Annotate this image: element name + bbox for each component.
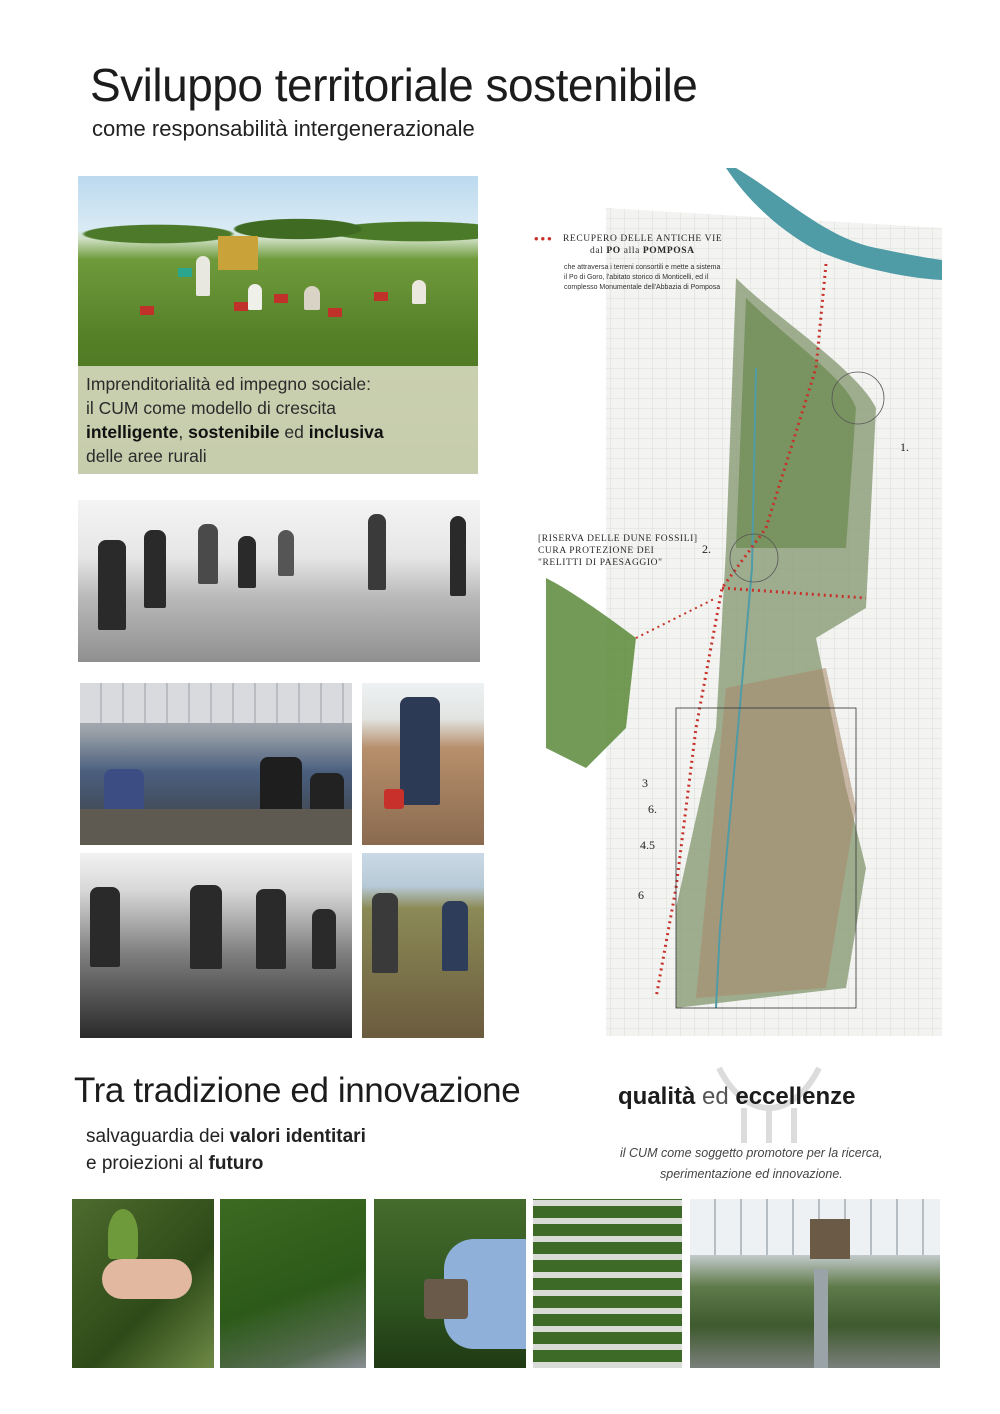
worker-figure <box>442 901 468 971</box>
route-desc-2: il Po di Goro, l'abitato storico di Monticelli, ed il <box>564 274 709 281</box>
worker-figure <box>412 280 426 304</box>
photo-historic-workers <box>78 500 480 662</box>
map-marker: 2. <box>702 542 711 556</box>
photo-field-hoeing <box>362 853 484 1038</box>
worker-figure <box>196 256 210 296</box>
caption-panel <box>78 366 478 474</box>
map-drawing <box>526 168 942 1036</box>
caption-keyword: intelligente <box>86 422 179 442</box>
photo-seedling-hand <box>72 1199 214 1368</box>
caption-line-2: il CUM come modello di crescita <box>86 398 336 418</box>
caption-keyword: inclusiva <box>308 422 384 442</box>
route-part: PO <box>606 246 621 256</box>
route-part: dal <box>590 246 607 256</box>
worker-figure <box>450 516 466 596</box>
map-marker: 4.5 <box>640 838 655 852</box>
crate <box>140 306 154 315</box>
tradition-keyword: futuro <box>208 1153 264 1174</box>
route-legend-dots: ••• <box>534 231 554 246</box>
caption-sep: ed <box>279 422 309 442</box>
worker-figure <box>372 893 398 973</box>
crate <box>274 294 288 303</box>
map-marker: 6. <box>648 802 657 816</box>
worker-figure <box>256 889 286 969</box>
photo-field-harvest <box>78 176 478 474</box>
page-title: Sviluppo territoriale sostenibile <box>90 59 698 111</box>
root-plugs <box>424 1279 468 1319</box>
reserve-label-3: "RELITTI DI PAESAGGIO" <box>538 558 663 568</box>
work-table <box>80 809 352 845</box>
reserve-label-2: CURA PROTEZIONE DEI <box>538 546 655 556</box>
crate <box>374 292 388 301</box>
worker-figure <box>238 536 256 588</box>
tradition-text: salvaguardia dei <box>86 1126 230 1147</box>
route-title: RECUPERO DELLE ANTICHE VIE <box>563 234 723 244</box>
route-subtitle <box>590 246 695 257</box>
worker-figure <box>98 540 126 630</box>
route-part: POMPOSA <box>642 246 695 256</box>
worker-figure <box>368 514 386 590</box>
worker-figure <box>198 524 218 584</box>
quality-keyword: eccellenze <box>735 1083 856 1110</box>
worker-figure <box>304 286 320 310</box>
crate <box>234 302 248 311</box>
worker-figure <box>400 697 440 805</box>
tree-line <box>78 194 478 244</box>
crate <box>328 308 342 317</box>
photo-seedling-tray <box>220 1199 366 1368</box>
quality-line-2: sperimentazione ed innovazione. <box>660 1167 843 1181</box>
map-marker: 6 <box>638 888 644 902</box>
caption-keyword: sostenibile <box>188 422 280 442</box>
map-marker: 3 <box>642 776 648 790</box>
photo-seedling-glove <box>374 1199 526 1368</box>
quality-sep: ed <box>695 1083 736 1110</box>
photo-historic-rice-workers <box>80 853 352 1038</box>
crate <box>178 268 192 277</box>
worker-figure <box>90 887 120 967</box>
photo-field-digging <box>362 683 484 845</box>
route-desc-3: complesso Monumentale dell'Abbazia di Pomposa <box>564 284 721 291</box>
map-marker: 1. <box>900 440 909 454</box>
red-bucket <box>384 789 404 809</box>
heading-tradition: Tra tradizione ed innovazione <box>74 1071 521 1110</box>
page-subtitle: come responsabilità intergenerazionale <box>92 116 475 141</box>
seedling <box>108 1209 138 1259</box>
reserve-label-1: [RISERVA DELLE DUNE FOSSILI] <box>538 534 698 544</box>
worker-figure <box>248 284 262 310</box>
quality-keyword: qualità <box>618 1083 696 1110</box>
tradition-keyword: valori identitari <box>229 1126 366 1147</box>
photo-sorting-room <box>80 683 352 845</box>
greenhouse-door <box>810 1219 850 1259</box>
tradition-line-2 <box>86 1153 263 1175</box>
photo-greenhouse <box>690 1199 940 1368</box>
tractor <box>218 236 258 270</box>
worker-figure <box>144 530 166 608</box>
heading-quality <box>618 1083 855 1111</box>
territorial-map <box>526 168 942 1036</box>
roof-structure <box>80 683 352 723</box>
route-part: alla <box>620 246 643 256</box>
tradition-line-1 <box>86 1126 366 1148</box>
photo-seedling-grid <box>533 1199 682 1368</box>
hand <box>102 1259 192 1299</box>
route-desc-1: che attraversa i terreni consortili e mette a sistema <box>564 264 721 271</box>
caption-line-3 <box>86 422 384 443</box>
caption-sep: , <box>178 422 189 442</box>
worker-figure <box>190 885 222 969</box>
worker-figure <box>312 909 336 969</box>
caption-line-4: delle aree rurali <box>86 446 207 466</box>
caption-line-1: Imprenditorialità ed impegno sociale: <box>86 374 372 394</box>
quality-line-1: il CUM come soggetto promotore per la ricerca, <box>620 1146 883 1160</box>
greenhouse-aisle <box>814 1269 828 1368</box>
worker-figure <box>278 530 294 576</box>
tradition-text: e proiezioni al <box>86 1153 209 1174</box>
